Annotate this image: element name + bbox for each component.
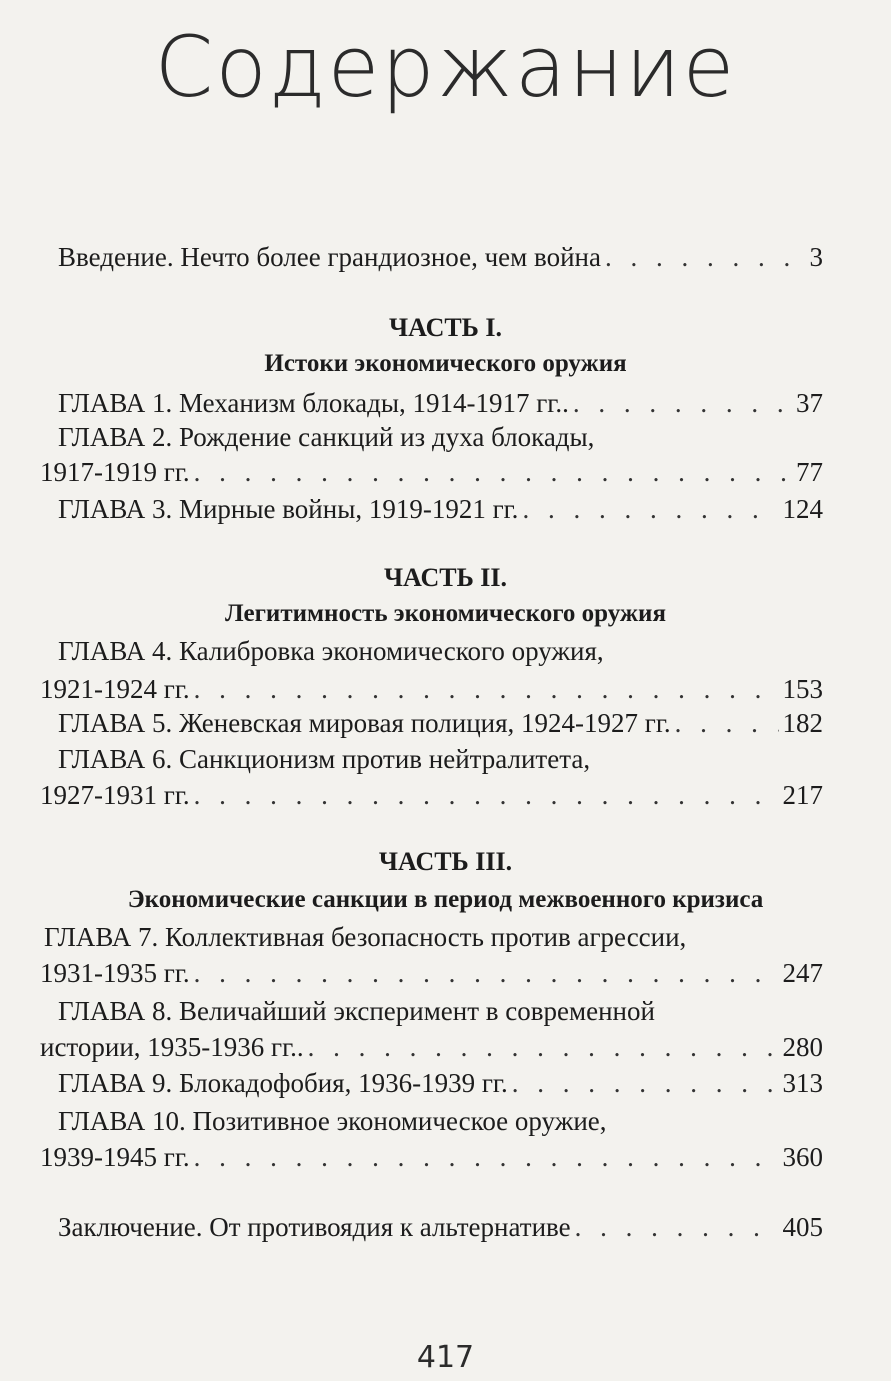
- entry-label: 1917-1919 гг.: [40, 457, 190, 487]
- entry-label: ГЛАВА 9. Блокадофобия, 1936-1939 гг.: [58, 1068, 508, 1098]
- leader-dots: [605, 240, 806, 274]
- leader-dots: [522, 492, 778, 526]
- entry-page-number: 124: [782, 494, 823, 524]
- leader-dots: [575, 1210, 779, 1244]
- page-title: Содержание: [154, 18, 737, 116]
- toc-entry-conclusion[interactable]: [58, 1210, 823, 1244]
- part-heading-3: ЧАСТЬ III.: [378, 847, 513, 876]
- leader-dots: [675, 706, 779, 740]
- leader-dots: [512, 1066, 779, 1100]
- leader-dots: [194, 672, 779, 706]
- entry-page-number: 405: [782, 1212, 823, 1242]
- part-heading-2: ЧАСТЬ II.: [383, 563, 508, 592]
- entry-label: 1939-1945 гг.: [40, 1142, 190, 1172]
- entry-page-number: 37: [796, 388, 823, 418]
- leader-dots: [194, 455, 792, 489]
- page-number: 417: [416, 1340, 475, 1375]
- entry-label: 1927-1931 гг.: [40, 780, 190, 810]
- toc-entry-chapter-10[interactable]: [40, 1140, 823, 1174]
- toc-entry-chapter-6-line1[interactable]: ГЛАВА 6. Санкционизм против нейтралитета,: [58, 744, 591, 774]
- entry-page-number: 182: [782, 708, 823, 738]
- part-heading-1: ЧАСТЬ I.: [389, 313, 502, 342]
- toc-entry-chapter-2-line1[interactable]: ГЛАВА 2. Рождение санкций из духа блокады,: [58, 422, 595, 452]
- entry-label: ГЛАВА 3. Мирные войны, 1919-1921 гг.: [58, 494, 519, 524]
- entry-page-number: 313: [782, 1068, 823, 1098]
- part-subtitle-2: Легитимность экономического оружия: [225, 600, 666, 627]
- entry-label: 1921-1924 гг.: [40, 674, 190, 704]
- entry-page-number: 3: [809, 242, 823, 272]
- entry-label: Заключение. От противоядия к альтернативе: [58, 1212, 571, 1242]
- toc-entry-introduction[interactable]: [58, 240, 823, 274]
- entry-page-number: 217: [782, 780, 823, 810]
- part-subtitle-3: Экономические санкции в период межвоенного кризиса: [127, 886, 764, 913]
- toc-entry-chapter-8[interactable]: [40, 1030, 823, 1064]
- leader-dots: [194, 956, 779, 990]
- entry-label: Введение. Нечто более грандиозное, чем война: [58, 242, 601, 272]
- entry-page-number: 153: [782, 674, 823, 704]
- entry-label: ГЛАВА 5. Женевская мировая полиция, 1924-1927 гг.: [58, 708, 671, 738]
- toc-entry-chapter-2[interactable]: [40, 455, 823, 489]
- part-subtitle-1: Истоки экономического оружия: [264, 350, 627, 377]
- toc-entry-chapter-7-line1[interactable]: ГЛАВА 7. Коллективная безопасность против агрессии,: [44, 922, 687, 952]
- entry-page-number: 360: [782, 1142, 823, 1172]
- entry-page-number: 77: [796, 457, 823, 487]
- entry-page-number: 280: [782, 1032, 823, 1062]
- toc-entry-chapter-8-line1[interactable]: ГЛАВА 8. Величайший эксперимент в современной: [58, 996, 655, 1026]
- toc-entry-chapter-4-line1[interactable]: ГЛАВА 4. Калибровка экономического оружия,: [58, 636, 604, 666]
- leader-dots: [194, 778, 779, 812]
- toc-entry-chapter-7[interactable]: [40, 956, 823, 990]
- leader-dots: [308, 1030, 779, 1064]
- toc-entry-chapter-4[interactable]: [40, 672, 823, 706]
- toc-entry-chapter-9[interactable]: [58, 1066, 823, 1100]
- toc-entry-chapter-6[interactable]: [40, 778, 823, 812]
- toc-entry-chapter-5[interactable]: [58, 706, 823, 740]
- leader-dots: [194, 1140, 779, 1174]
- entry-label: истории, 1935-1936 гг..: [40, 1032, 304, 1062]
- entry-page-number: 247: [782, 958, 823, 988]
- entry-label: 1931-1935 гг.: [40, 958, 190, 988]
- toc-entry-chapter-10-line1[interactable]: ГЛАВА 10. Позитивное экономическое оружие,: [58, 1106, 607, 1136]
- toc-entry-chapter-3[interactable]: [58, 492, 823, 526]
- entry-label: ГЛАВА 1. Механизм блокады, 1914-1917 гг..: [58, 388, 569, 418]
- toc-entry-chapter-1[interactable]: [58, 386, 823, 420]
- leader-dots: [573, 386, 792, 420]
